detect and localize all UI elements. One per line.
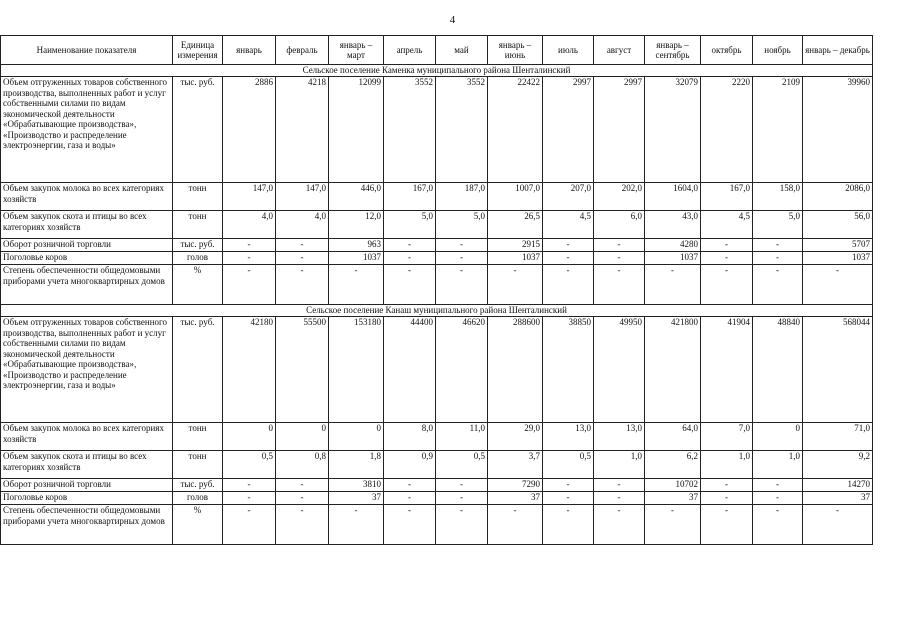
unit-cell: тонн [173, 423, 223, 451]
column-header-month: август [594, 36, 645, 65]
table-header-row [1, 36, 873, 65]
value-cell: - [223, 265, 276, 305]
value-cell: - [223, 492, 276, 505]
indicator-name: Объем закупок молока во всех категориях хозяйств [1, 423, 173, 451]
column-header-month: январь – сентябрь [645, 36, 701, 65]
value-cell: 3552 [384, 77, 436, 183]
value-cell: 6,0 [594, 211, 645, 239]
value-cell: 187,0 [436, 183, 488, 211]
indicator-name: Поголовье коров [1, 492, 173, 505]
value-cell: 1,0 [701, 451, 753, 479]
value-cell: 4218 [276, 77, 329, 183]
indicator-name: Оборот розничной торговли [1, 239, 173, 252]
section-header-row [1, 305, 873, 317]
value-cell: - [594, 492, 645, 505]
value-cell: 202,0 [594, 183, 645, 211]
value-cell: 4,5 [543, 211, 594, 239]
value-cell: 3552 [436, 77, 488, 183]
value-cell: - [276, 492, 329, 505]
value-cell: - [753, 239, 803, 252]
value-cell: 29,0 [488, 423, 543, 451]
value-cell: - [753, 265, 803, 305]
value-cell: - [594, 252, 645, 265]
value-cell: - [543, 265, 594, 305]
value-cell: - [436, 265, 488, 305]
value-cell: 568044 [803, 317, 873, 423]
value-cell: - [701, 265, 753, 305]
value-cell: - [329, 505, 384, 545]
table-row [1, 211, 873, 239]
value-cell: - [543, 505, 594, 545]
value-cell: 12099 [329, 77, 384, 183]
unit-cell: % [173, 265, 223, 305]
value-cell: - [645, 265, 701, 305]
value-cell: - [594, 265, 645, 305]
value-cell: 0 [329, 423, 384, 451]
value-cell: 0,9 [384, 451, 436, 479]
value-cell: 9,2 [803, 451, 873, 479]
value-cell: 37 [329, 492, 384, 505]
value-cell: 158,0 [753, 183, 803, 211]
value-cell: - [384, 479, 436, 492]
value-cell: 37 [645, 492, 701, 505]
indicator-name: Степень обеспеченности общедомовыми приборами учета многоквартирных домов [1, 505, 173, 545]
indicator-name: Объем отгруженных товаров собственного производства, выполненных работ и услуг собственными силами по видам экономической деятельности «Обрабатывающие производства», «Производство и распределение электроэнергии, газа и воды» [1, 317, 173, 423]
value-cell: 1604,0 [645, 183, 701, 211]
value-cell: 2997 [543, 77, 594, 183]
value-cell: 207,0 [543, 183, 594, 211]
table-row [1, 451, 873, 479]
value-cell: - [436, 239, 488, 252]
value-cell: 1007,0 [488, 183, 543, 211]
value-cell: - [276, 239, 329, 252]
unit-cell: голов [173, 252, 223, 265]
column-header-month: январь – июнь [488, 36, 543, 65]
table-row [1, 423, 873, 451]
value-cell: - [223, 252, 276, 265]
table-row [1, 265, 873, 305]
table-row [1, 77, 873, 183]
value-cell: 4,0 [223, 211, 276, 239]
value-cell: - [594, 479, 645, 492]
column-header-month: февраль [276, 36, 329, 65]
value-cell: 49950 [594, 317, 645, 423]
value-cell: 1037 [329, 252, 384, 265]
indicator-name: Объем закупок скота и птицы во всех категориях хозяйств [1, 211, 173, 239]
value-cell: 2886 [223, 77, 276, 183]
value-cell: - [753, 479, 803, 492]
table-row [1, 479, 873, 492]
column-header-month: январь [223, 36, 276, 65]
table-row [1, 505, 873, 545]
unit-cell: тонн [173, 183, 223, 211]
column-header-month: апрель [384, 36, 436, 65]
value-cell: 5,0 [384, 211, 436, 239]
value-cell: 5,0 [753, 211, 803, 239]
table-row [1, 252, 873, 265]
value-cell: 1037 [488, 252, 543, 265]
value-cell: - [276, 252, 329, 265]
value-cell: - [436, 505, 488, 545]
indicator-name: Степень обеспеченности общедомовыми приборами учета многоквартирных домов [1, 265, 173, 305]
value-cell: 167,0 [701, 183, 753, 211]
value-cell: 3,7 [488, 451, 543, 479]
value-cell: 0 [223, 423, 276, 451]
value-cell: 288600 [488, 317, 543, 423]
value-cell: - [223, 479, 276, 492]
value-cell: 7,0 [701, 423, 753, 451]
value-cell: 43,0 [645, 211, 701, 239]
unit-cell: голов [173, 492, 223, 505]
table-row [1, 183, 873, 211]
value-cell: - [594, 505, 645, 545]
value-cell: 13,0 [594, 423, 645, 451]
column-header-month: ноябрь [753, 36, 803, 65]
value-cell: 32079 [645, 77, 701, 183]
unit-cell: тонн [173, 211, 223, 239]
value-cell: 446,0 [329, 183, 384, 211]
value-cell: 48840 [753, 317, 803, 423]
value-cell: - [384, 239, 436, 252]
value-cell: 3810 [329, 479, 384, 492]
value-cell: - [384, 265, 436, 305]
value-cell: - [384, 252, 436, 265]
value-cell: 167,0 [384, 183, 436, 211]
value-cell: 421800 [645, 317, 701, 423]
value-cell: 2997 [594, 77, 645, 183]
indicator-name: Объем закупок скота и птицы во всех категориях хозяйств [1, 451, 173, 479]
value-cell: 963 [329, 239, 384, 252]
value-cell: 46620 [436, 317, 488, 423]
page-number: 4 [449, 14, 456, 26]
value-cell: - [543, 492, 594, 505]
value-cell: 41904 [701, 317, 753, 423]
value-cell: 1,0 [594, 451, 645, 479]
value-cell: 56,0 [803, 211, 873, 239]
value-cell: 7290 [488, 479, 543, 492]
table-row [1, 492, 873, 505]
value-cell: - [543, 479, 594, 492]
value-cell: 1037 [803, 252, 873, 265]
value-cell: - [753, 505, 803, 545]
column-header-name: Наименование показателя [1, 36, 173, 65]
value-cell: 39960 [803, 77, 873, 183]
value-cell: 42180 [223, 317, 276, 423]
value-cell: - [384, 492, 436, 505]
value-cell: 153180 [329, 317, 384, 423]
column-header-unit: Единица измерения [173, 36, 223, 65]
value-cell: - [436, 479, 488, 492]
value-cell: 0 [753, 423, 803, 451]
value-cell: - [543, 239, 594, 252]
column-header-month: май [436, 36, 488, 65]
column-header-month: октябрь [701, 36, 753, 65]
value-cell: - [803, 505, 873, 545]
value-cell: 4280 [645, 239, 701, 252]
value-cell: 14270 [803, 479, 873, 492]
unit-cell: % [173, 505, 223, 545]
value-cell: - [223, 505, 276, 545]
value-cell: 5,0 [436, 211, 488, 239]
value-cell: 37 [488, 492, 543, 505]
value-cell: 12,0 [329, 211, 384, 239]
section-title: Сельское поселение Каменка муниципального района Шенталинский [1, 65, 873, 77]
value-cell: 1037 [645, 252, 701, 265]
value-cell: - [384, 505, 436, 545]
value-cell: 64,0 [645, 423, 701, 451]
value-cell: 44400 [384, 317, 436, 423]
value-cell: - [753, 252, 803, 265]
indicator-name: Объем отгруженных товаров собственного производства, выполненных работ и услуг собственными силами по видам экономической деятельности «Обрабатывающие производства», «Производство и распределение электроэнергии, газа и воды» [1, 77, 173, 183]
value-cell: - [701, 505, 753, 545]
value-cell: 55500 [276, 317, 329, 423]
value-cell: 71,0 [803, 423, 873, 451]
value-cell: - [701, 492, 753, 505]
value-cell: 2220 [701, 77, 753, 183]
value-cell: 1,0 [753, 451, 803, 479]
value-cell: - [488, 505, 543, 545]
indicators-table [0, 35, 873, 545]
value-cell: 37 [803, 492, 873, 505]
value-cell: - [753, 492, 803, 505]
value-cell: - [276, 505, 329, 545]
value-cell: 0,5 [223, 451, 276, 479]
unit-cell: тыс. руб. [173, 239, 223, 252]
value-cell: 1,8 [329, 451, 384, 479]
value-cell: - [223, 239, 276, 252]
value-cell: 2086,0 [803, 183, 873, 211]
value-cell: 147,0 [276, 183, 329, 211]
value-cell: 4,0 [276, 211, 329, 239]
unit-cell: тонн [173, 451, 223, 479]
table-row [1, 317, 873, 423]
value-cell: 4,5 [701, 211, 753, 239]
value-cell: 38850 [543, 317, 594, 423]
value-cell: 2109 [753, 77, 803, 183]
section-header-row [1, 65, 873, 77]
value-cell: 13,0 [543, 423, 594, 451]
value-cell: 0,5 [543, 451, 594, 479]
value-cell: - [276, 265, 329, 305]
column-header-month: январь – декабрь [803, 36, 873, 65]
value-cell: - [701, 239, 753, 252]
value-cell: 10702 [645, 479, 701, 492]
indicator-name: Поголовье коров [1, 252, 173, 265]
column-header-month: июль [543, 36, 594, 65]
value-cell: 0,8 [276, 451, 329, 479]
value-cell: 26,5 [488, 211, 543, 239]
table-row [1, 239, 873, 252]
indicator-name: Объем закупок молока во всех категориях хозяйств [1, 183, 173, 211]
value-cell: - [701, 479, 753, 492]
value-cell: - [543, 252, 594, 265]
value-cell: 147,0 [223, 183, 276, 211]
value-cell: 8,0 [384, 423, 436, 451]
value-cell: 11,0 [436, 423, 488, 451]
value-cell: 0,5 [436, 451, 488, 479]
unit-cell: тыс. руб. [173, 317, 223, 423]
value-cell: - [803, 265, 873, 305]
value-cell: 0 [276, 423, 329, 451]
column-header-month: январь – март [329, 36, 384, 65]
value-cell: - [436, 252, 488, 265]
table-body [1, 65, 873, 545]
value-cell: - [276, 479, 329, 492]
value-cell: - [436, 492, 488, 505]
value-cell: - [701, 252, 753, 265]
value-cell: - [329, 265, 384, 305]
value-cell: 2915 [488, 239, 543, 252]
value-cell: 22422 [488, 77, 543, 183]
section-title: Сельское поселение Канаш муниципального района Шенталинский [1, 305, 873, 317]
value-cell: - [488, 265, 543, 305]
value-cell: - [645, 505, 701, 545]
unit-cell: тыс. руб. [173, 479, 223, 492]
value-cell: 6,2 [645, 451, 701, 479]
value-cell: - [594, 239, 645, 252]
unit-cell: тыс. руб. [173, 77, 223, 183]
value-cell: 5707 [803, 239, 873, 252]
indicator-name: Оборот розничной торговли [1, 479, 173, 492]
